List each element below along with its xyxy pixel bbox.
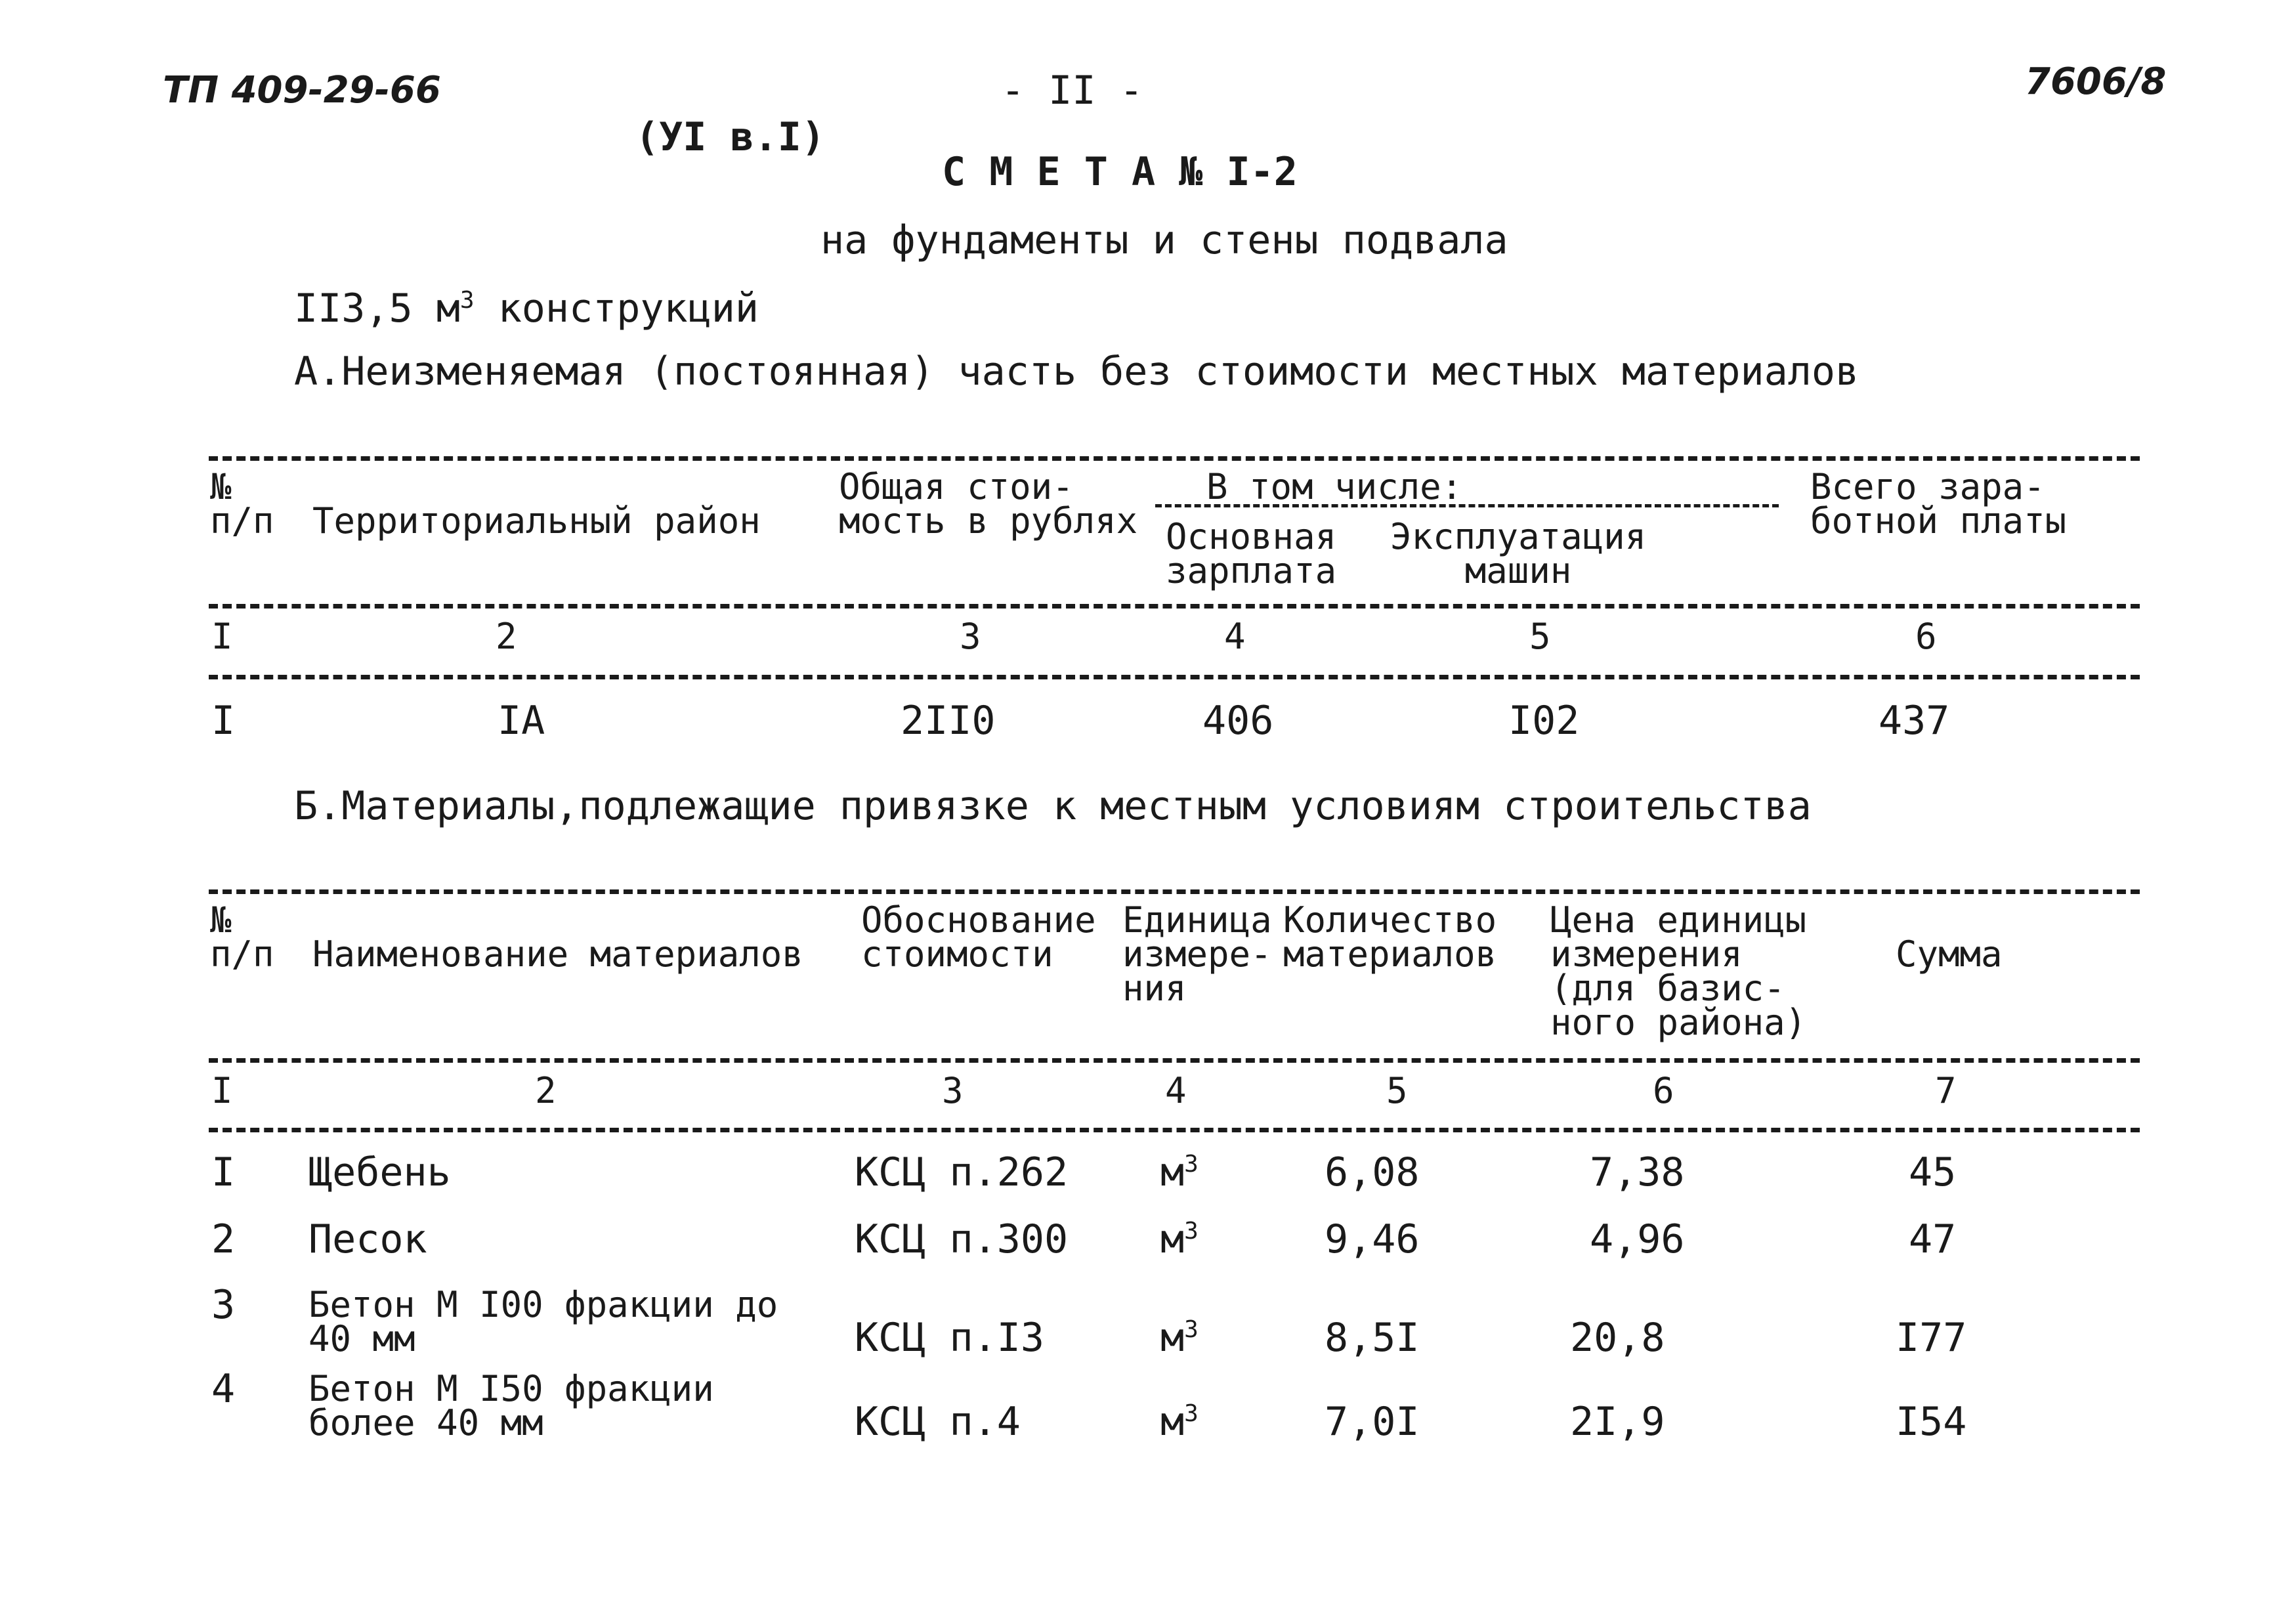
b-row-unit-sup: 3 [1184,1218,1199,1245]
b-row-sum: I54 [1896,1399,1967,1445]
b-colnum-1: I [211,1070,233,1111]
b-header-quantity-line2: материалов [1283,933,1497,975]
b-row-basis: КСЦ п.300 [855,1216,1069,1262]
volume-label: (УI в.I) [635,114,825,160]
b-row-name: Песок [308,1216,427,1262]
b-row-name [308,1368,714,1443]
a-colnum-5: 5 [1529,616,1551,657]
b-row-name [308,1284,778,1359]
b-row-price: 20,8 [1570,1315,1665,1361]
a-header-including-rule [1155,504,1779,507]
b-header-unit-line3: ния [1122,968,1187,1009]
a-header-machines-line1: Эксплуатация [1390,516,1647,557]
b-header-quantity [1283,899,1497,975]
b-header-basis [861,899,1096,975]
construction-volume [294,286,759,331]
document-title: С М Е Т А № I-2 [942,149,1298,195]
a-header-base-salary-line2: зарплата [1166,550,1337,591]
b-row-quantity: 9,46 [1325,1216,1420,1262]
b-header-unit-line2: измере- [1122,933,1272,975]
b-colnum-2: 2 [535,1070,557,1111]
b-row-unit-sup: 3 [1184,1400,1199,1427]
table-a-colnum-rule [209,675,2140,679]
b-header-num [210,899,274,975]
page-number: - II - [1001,68,1143,114]
b-row-quantity: 6,08 [1325,1149,1420,1195]
a-header-num-pp: п/п [210,500,274,542]
b-row-num: 4 [211,1366,236,1412]
b-row-unit-text: м [1160,1216,1185,1262]
b-row-name-line2: 40 мм [308,1318,415,1359]
a-colnum-1: I [211,616,233,657]
b-header-price-line1: Цена единицы [1550,899,1807,941]
a-row-total-wages: 437 [1879,698,1950,744]
a-colnum-6: 6 [1915,616,1937,657]
b-row-sum: 45 [1909,1149,1957,1195]
section-b-heading: Б.Материалы,подлежащие привязке к местным условиям строительства [294,783,1812,829]
a-header-base-salary-line1: Основная [1166,516,1337,557]
b-header-basis-line2: стоимости [861,933,1053,975]
a-header-total-wages [1810,466,2067,542]
table-b-top-rule [209,889,2140,894]
project-code: ТП 409-29-66 [163,69,441,112]
b-row-price: 7,38 [1590,1149,1685,1195]
b-colnum-7: 7 [1935,1070,1957,1111]
b-row-name-line2: более 40 мм [308,1402,543,1443]
a-header-total-wages-line2: ботной платы [1810,500,2067,542]
volume-amount: II3,5 м [294,286,460,331]
b-row-unit [1160,1315,1199,1361]
b-header-price-line2: измерения [1550,933,1743,975]
a-row-num: I [211,698,236,744]
b-colnum-3: 3 [942,1070,964,1111]
a-row-base-salary: 406 [1202,698,1274,744]
a-colnum-3: 3 [960,616,981,657]
b-row-price: 2I,9 [1570,1399,1665,1445]
a-row-machines: I02 [1508,698,1580,744]
a-header-total-cost-line2: мость в рублях [839,500,1138,542]
b-row-sum: 47 [1909,1216,1957,1262]
a-header-base-salary [1166,516,1337,591]
a-header-region: Территориальный район [312,500,761,542]
b-colnum-4: 4 [1165,1070,1187,1111]
b-row-unit-sup: 3 [1184,1151,1199,1178]
sheet-code: 7606/8 [2025,60,2167,103]
b-row-unit [1160,1149,1199,1195]
a-header-machines-line2: машин [1464,550,1572,591]
table-b-colnum-rule [209,1128,2140,1132]
b-row-price: 4,96 [1590,1216,1685,1262]
b-row-num: I [211,1149,236,1195]
section-a-heading: А.Неизменяемая (постоянная) часть без стоимости местных материалов [294,349,1859,395]
a-colnum-4: 4 [1224,616,1246,657]
b-header-quantity-line1: Количество [1283,899,1497,941]
b-header-num-sign: № [210,899,232,941]
a-header-total-cost-line1: Общая стои- [839,466,1074,507]
volume-unit-sup: 3 [459,287,475,314]
b-row-unit-text: м [1160,1399,1185,1445]
b-colnum-6: 6 [1653,1070,1674,1111]
b-row-basis: КСЦ п.4 [855,1399,1021,1445]
table-a-top-rule [209,456,2140,461]
document-subtitle: на фундаменты и стены подвала [820,217,1508,263]
a-colnum-2: 2 [496,616,517,657]
b-row-name-line1: Бетон М I50 фракции [308,1368,714,1409]
table-b-header-rule [209,1058,2140,1063]
b-header-price [1550,899,1807,1043]
b-row-unit-sup: 3 [1184,1316,1199,1343]
b-row-basis: КСЦ п.262 [855,1149,1069,1195]
a-header-machines [1390,516,1647,591]
a-row-region: IА [498,698,545,744]
b-row-quantity: 7,0I [1325,1399,1420,1445]
a-header-num [210,466,274,542]
b-row-unit [1160,1399,1199,1445]
a-header-total-cost [839,466,1138,542]
b-row-unit [1160,1216,1199,1262]
b-header-sum: Сумма [1896,933,2003,975]
b-row-name: Щебень [308,1149,451,1195]
a-header-including: В том числе: [1206,466,1463,507]
b-header-num-pp: п/п [210,933,274,975]
b-header-basis-line1: Обоснование [861,899,1096,941]
b-header-price-line4: ного района) [1550,1002,1807,1043]
b-header-name: Наименование материалов [312,933,803,975]
a-header-total-wages-line1: Всего зара- [1810,466,2045,507]
b-row-num: 3 [211,1282,236,1328]
a-header-num-sign: № [210,466,232,507]
a-row-total-cost: 2II0 [901,698,996,744]
b-row-basis: КСЦ п.I3 [855,1315,1044,1361]
b-row-num: 2 [211,1216,236,1262]
b-header-price-line3: (для базис- [1550,968,1785,1009]
table-a-header-rule [209,604,2140,609]
b-row-quantity: 8,5I [1325,1315,1420,1361]
b-header-unit [1122,899,1272,1009]
volume-unit: конструкций [498,286,759,331]
b-header-unit-line1: Единица [1122,899,1272,941]
b-colnum-5: 5 [1386,1070,1408,1111]
b-row-unit-text: м [1160,1149,1185,1195]
b-row-sum: I77 [1896,1315,1967,1361]
b-row-name-line1: Бетон М I00 фракции до [308,1284,778,1325]
b-row-unit-text: м [1160,1315,1185,1361]
